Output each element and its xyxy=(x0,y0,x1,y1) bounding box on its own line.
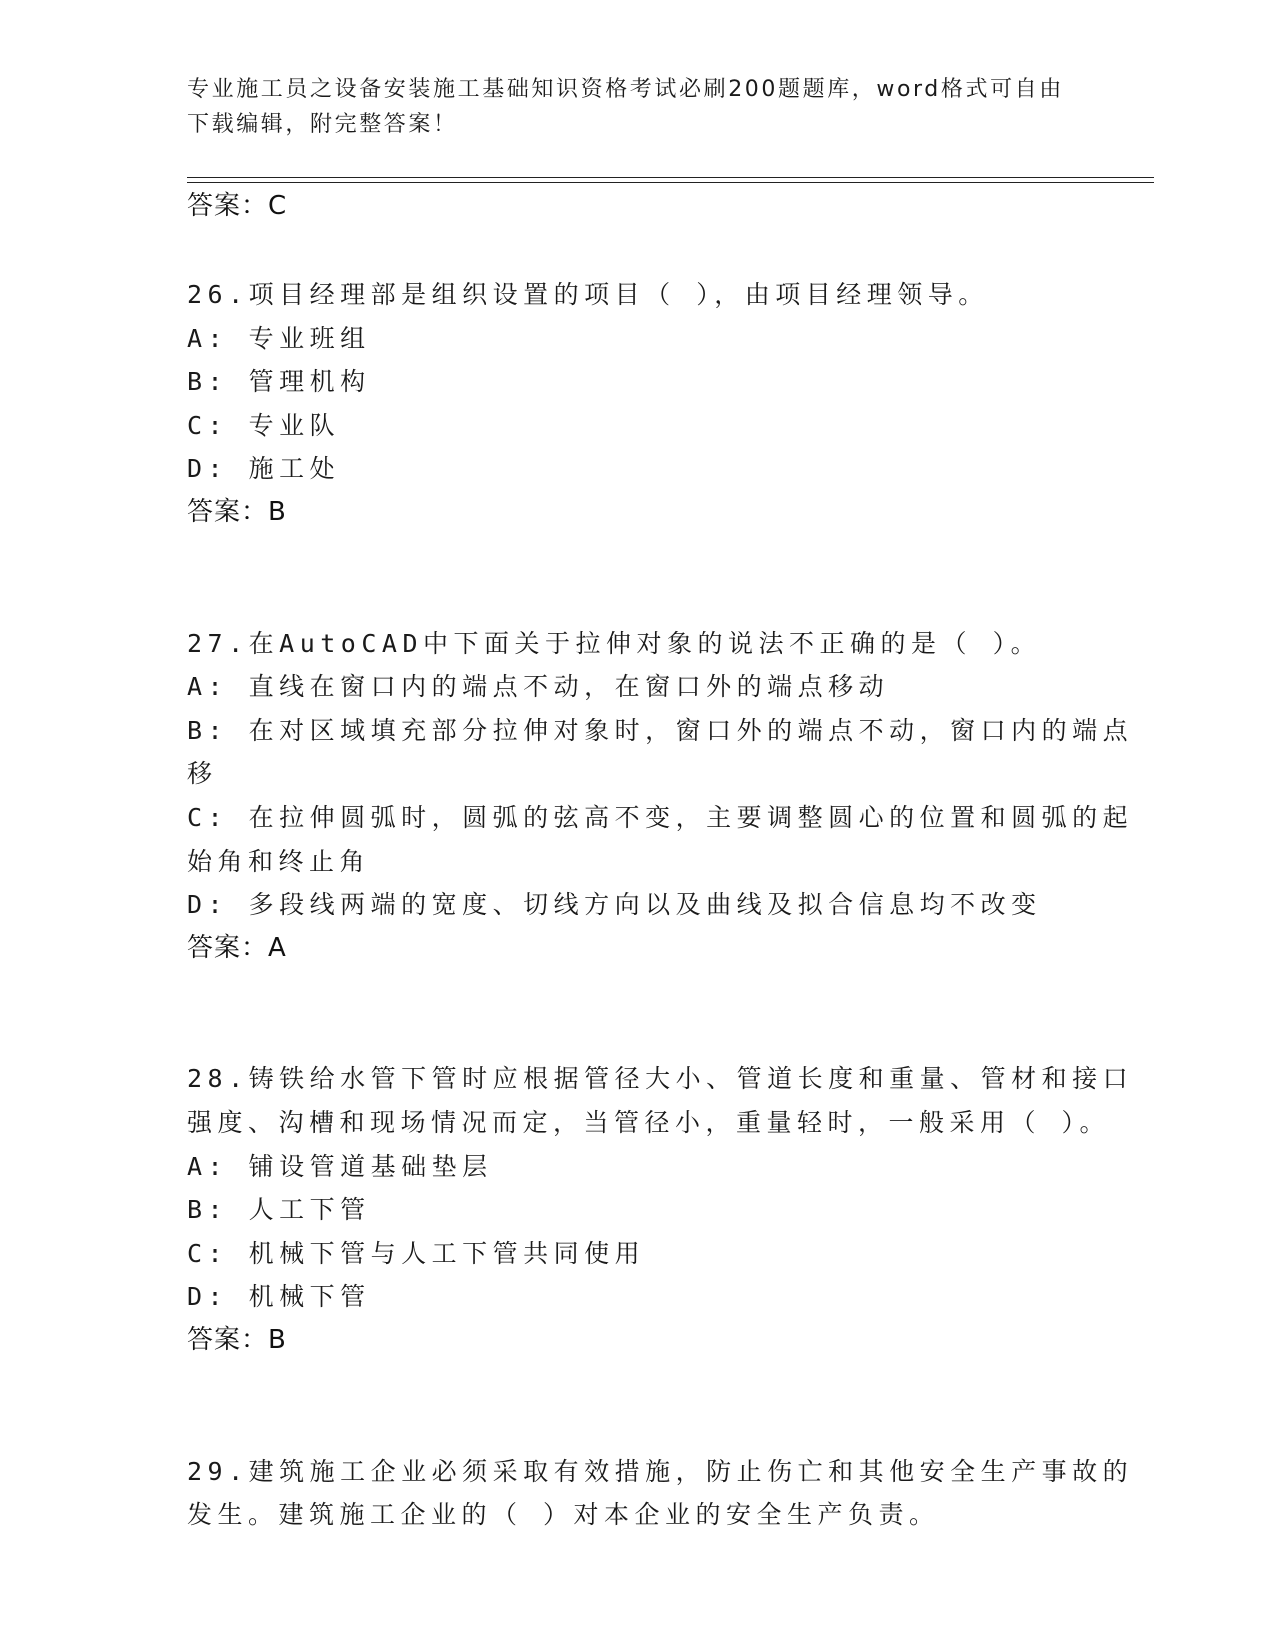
question-stem: 27.在AutoCAD中下面关于拉伸对象的说法不正确的是（ ）。 xyxy=(187,628,1042,658)
answer-line: 答案：B xyxy=(187,1325,287,1355)
answer-line: 答案：B xyxy=(187,497,287,527)
question-stem: 28.铸铁给水管下管时应根据管径大小、管道长度和重量、管材和接口 xyxy=(187,1064,1134,1094)
option-b: 移 xyxy=(187,759,218,789)
answer-line: 答案：A xyxy=(187,932,287,963)
question-stem: 发生。建筑施工企业的（ ）对本企业的安全生产负责。 xyxy=(187,1500,940,1530)
header-line-1: 专业施工员之设备安装施工基础知识资格考试必刷200题题库，word格式可自由 xyxy=(187,77,1064,102)
option-a: A: 直线在窗口内的端点不动，在窗口外的端点移动 xyxy=(187,672,890,702)
question-stem: 26.项目经理部是组织设置的项目（ ），由项目经理领导。 xyxy=(187,280,989,309)
option-d: D: 多段线两端的宽度、切线方向以及曲线及拟合信息均不改变 xyxy=(187,890,1042,920)
header-rule-bottom xyxy=(187,182,1154,183)
option-b: B: 人工下管 xyxy=(187,1195,371,1225)
header-rule-top xyxy=(187,177,1154,178)
question-stem: 强度、沟槽和现场情况而定，当管径小，重量轻时，一般采用（ ）。 xyxy=(187,1108,1111,1137)
option-a: A: 铺设管道基础垫层 xyxy=(187,1151,493,1181)
document-header xyxy=(187,72,1067,142)
option-c: C: 在拉伸圆弧时，圆弧的弦高不变，主要调整圆心的位置和圆弧的起 xyxy=(187,803,1134,832)
question-stem: 29.建筑施工企业必须采取有效措施，防止伤亡和其他安全生产事故的 xyxy=(187,1456,1134,1486)
option-b: B: 在对区域填充部分拉伸对象时，窗口外的端点不动，窗口内的端点 xyxy=(187,715,1134,745)
option-d: D: 施工处 xyxy=(187,454,341,484)
option-b: B: 管理机构 xyxy=(187,367,371,397)
option-d: D: 机械下管 xyxy=(187,1282,371,1312)
option-c: C: 专业队 xyxy=(187,410,341,440)
header-line-2: 下载编辑，附完整答案！ xyxy=(187,112,458,137)
option-a: A: 专业班组 xyxy=(187,323,371,353)
answer-line: 答案：C xyxy=(187,191,288,221)
option-c: C: 机械下管与人工下管共同使用 xyxy=(187,1238,646,1268)
option-c: 始角和终止角 xyxy=(187,846,371,876)
